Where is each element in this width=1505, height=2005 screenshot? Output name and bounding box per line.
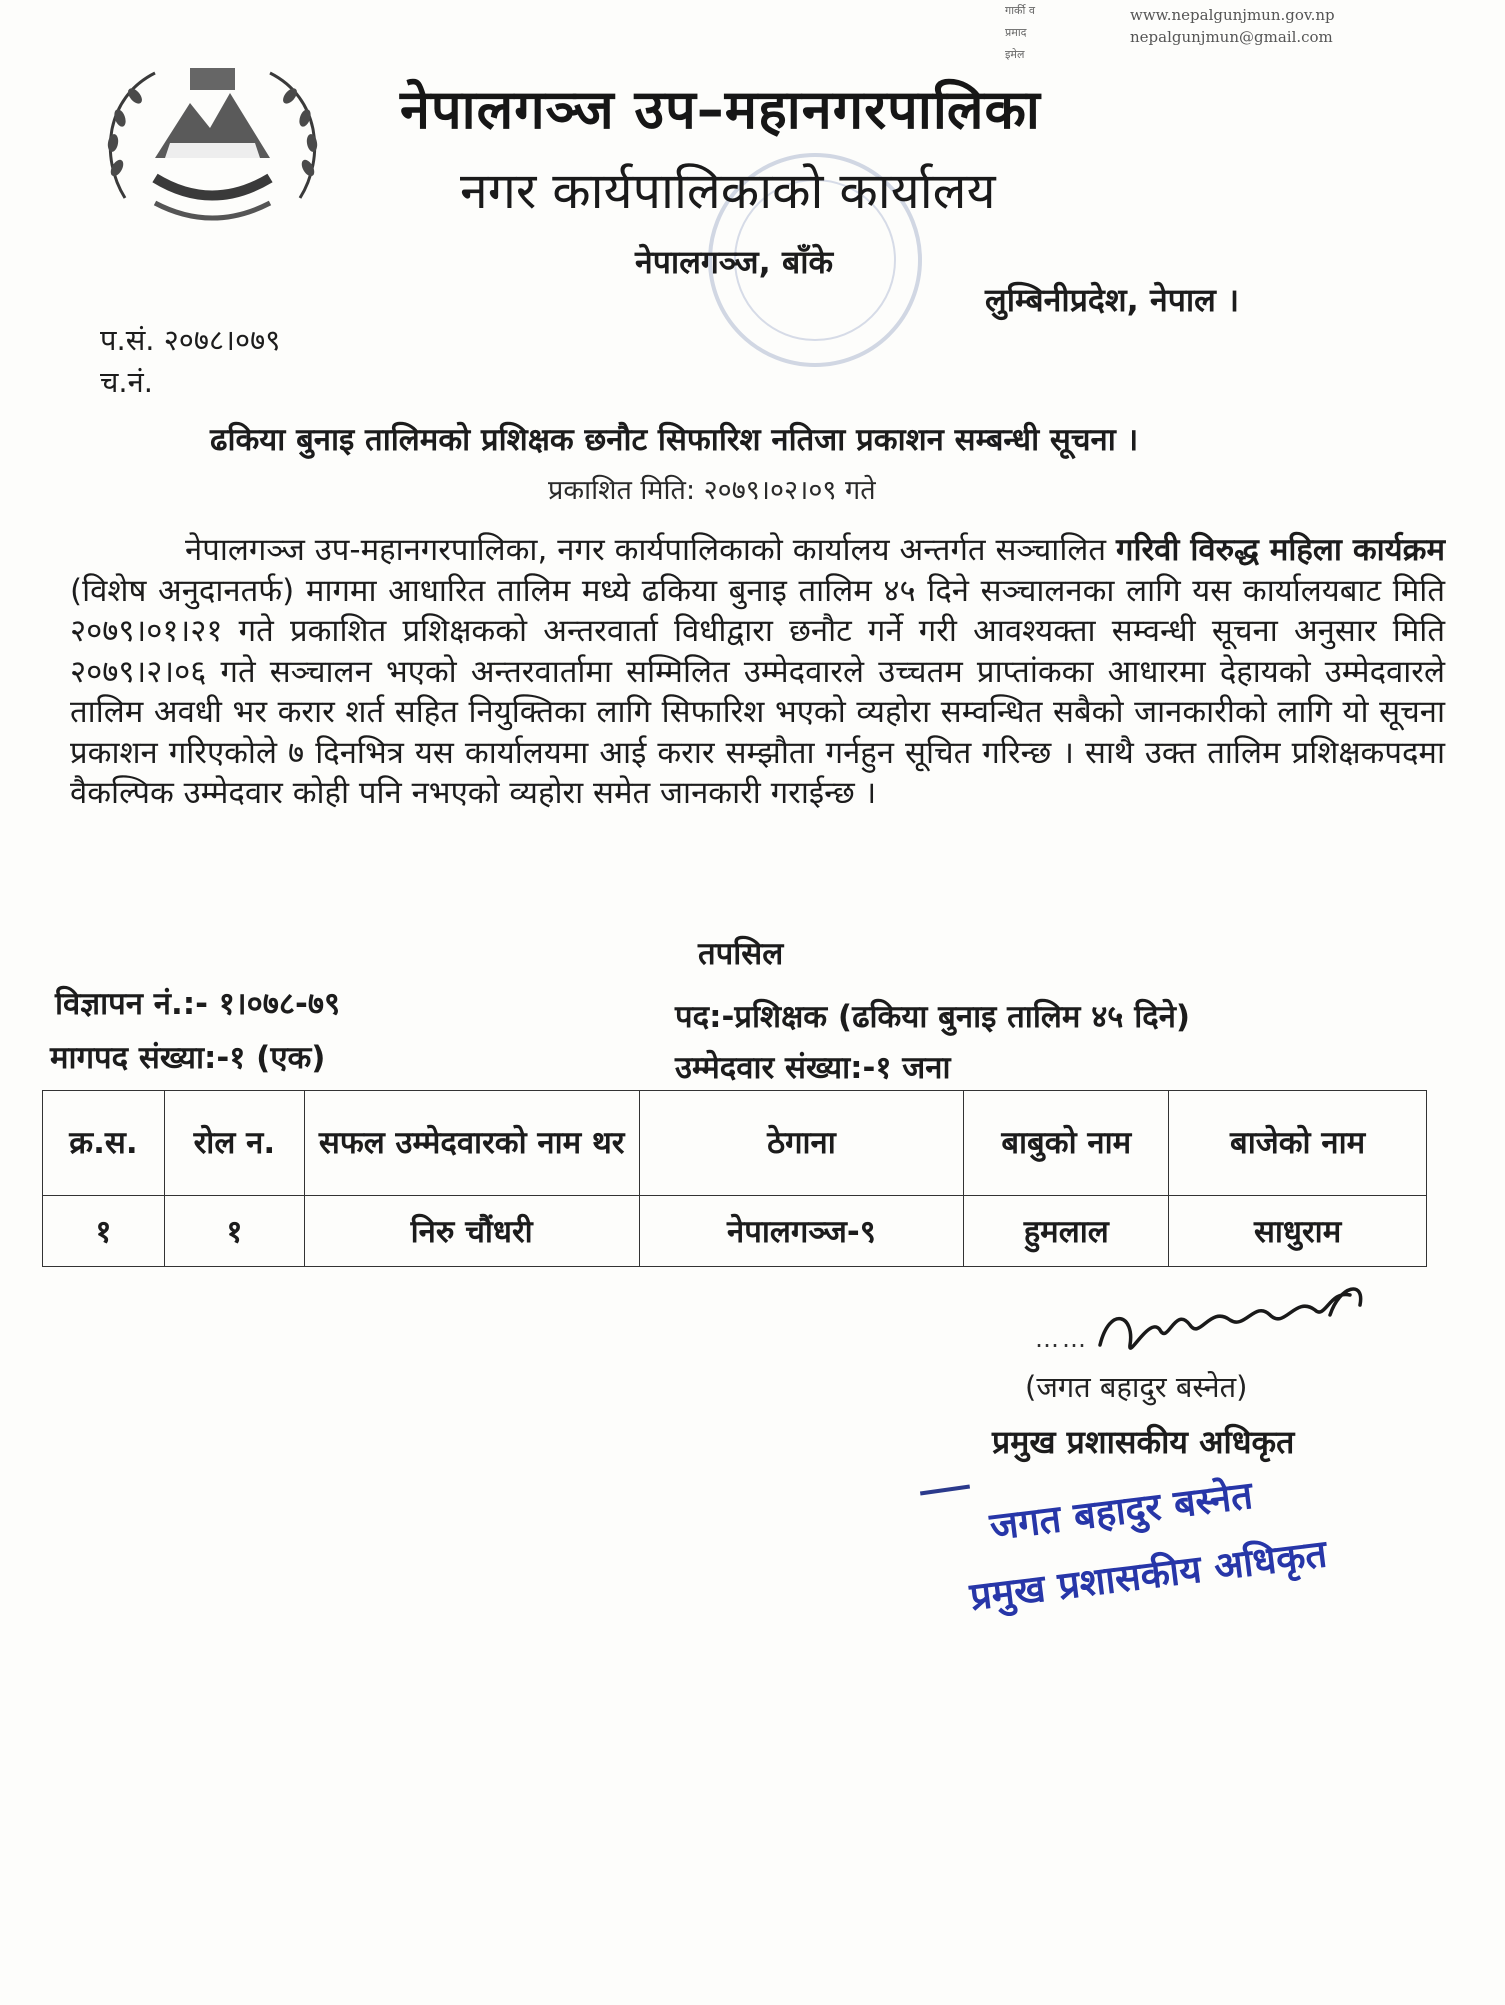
body-text-part: नेपालगञ्ज उप-महानगरपालिका, नगर कार्यपालिकाको कार्यालय अन्तर्गत सञ्चालित: [185, 532, 1117, 568]
demand-posts: मागपद संख्या:-१ (एक): [50, 1040, 326, 1076]
notice-subject: ढकिया बुनाइ तालिमको प्रशिक्षक छनौट सिफारिश नतिजा प्रकाशन सम्बन्धी सूचना ।: [210, 422, 1139, 458]
stamp-dash: [920, 1485, 970, 1496]
schedule-heading: तपसिल: [698, 936, 784, 972]
result-table: [42, 1090, 1427, 1267]
stamp-title: प्रमुख प्रशासकीय अधिकृत: [967, 1531, 1330, 1619]
header-grandfather-name: बाजेको नाम: [1169, 1091, 1427, 1196]
advertisement-number: विज्ञापन नं.:- १।०७८-७९: [55, 986, 341, 1022]
contact-labels: [1005, 0, 1035, 66]
table-header-row: [43, 1091, 1427, 1196]
office-title: नगर कार्यपालिकाको कार्यालय: [460, 162, 996, 220]
notice-body: [70, 530, 1445, 814]
dispatch-number: च.नं.: [100, 365, 153, 399]
cell-grandfather-name: साधुराम: [1169, 1196, 1427, 1267]
contact-info: [1130, 4, 1335, 48]
org-title: नेपालगञ्ज उप–महानगरपालिका: [400, 78, 1041, 141]
cell-address: नेपालगञ्ज-९: [639, 1196, 964, 1267]
header-father-name: बाबुको नाम: [964, 1091, 1169, 1196]
header-serial: क्र.स.: [43, 1091, 165, 1196]
signatory-title: प्रमुख प्रशासकीय अधिकृत: [992, 1423, 1295, 1461]
table-row: [43, 1196, 1427, 1267]
published-date: प्रकाशित मिति: २०७९।०२।०९ गते: [548, 475, 876, 506]
cell-roll: १: [164, 1196, 304, 1267]
candidate-count: उम्मेदवार संख्या:-१ जना: [675, 1050, 951, 1086]
header-address: ठेगाना: [639, 1091, 964, 1196]
city: नेपालगञ्ज, बाँके: [635, 243, 834, 281]
cell-serial: १: [43, 1196, 165, 1267]
body-text-part: (विशेष अनुदानतर्फ) मागमा आधारित तालिम मध्ये ढकिया बुनाइ तालिम ४५ दिने सञ्चालनका लागि यस कार्यालयबाट मिति २०७९।०१।२१ गते प्रकाशित प्रशिक्षकको अन्तरवार्ता विधीद्वारा छनौट गर्ने गरी आवश्यक्ता सम्वन्धी सूचना अनुसार मिति २०७९।२।०६ गते सञ्चालन भएको अन्तरवार्तामा सम्मिलित उम्मेदवारले उच्चतम प्राप्तांकका आधारमा देहायको उम्मेदवारले तालिम अवधी भर करार शर्त सहित नियुक्तिका लागि सिफारिश भएको व्यहोरा सम्वन्धित सबैको जानकारीको लागि यो सूचना प्रकाशन गरिएकोले ७ दिनभित्र यस कार्यालयमा आई करार सम्झौता गर्नहुन सूचित गरिन्छ । साथै उक्त तालिम प्रशिक्षकपदमा वैकल्पिक उम्मेदवार कोही पनि नभएको व्यहोरा समेत जानकारी गराईन्छ ।: [70, 572, 1445, 811]
stamp-name: जगत बहादुर बस्नेत: [987, 1472, 1255, 1549]
contact-label: प्रमाद: [1005, 26, 1027, 39]
post-name: पद:-प्रशिक्षक (ढकिया बुनाइ तालिम ४५ दिने): [675, 999, 1191, 1035]
signature-icon: [1080, 1275, 1370, 1375]
province: लुम्बिनीप्रदेश, नेपाल ।: [985, 281, 1240, 319]
signature-dots: ……: [1035, 1325, 1089, 1353]
letter-number: प.सं. २०७८।०७९: [100, 323, 281, 357]
contact-label: गार्की व: [1005, 4, 1035, 17]
email: nepalgunjmun@gmail.com: [1130, 28, 1333, 46]
cell-father-name: हुमलाल: [964, 1196, 1169, 1267]
header-roll: रोल न.: [164, 1091, 304, 1196]
cell-candidate-name: निरु चौंधरी: [304, 1196, 639, 1267]
program-name: गरिवी विरुद्ध महिला कार्यक्रम: [1116, 532, 1445, 568]
website: www.nepalgunjmun.gov.np: [1130, 6, 1335, 24]
government-emblem-icon: [95, 48, 330, 228]
header-candidate-name: सफल उम्मेदवारको नाम थर: [304, 1091, 639, 1196]
signatory-name: (जगत बहादुर बस्नेत): [1025, 1370, 1248, 1404]
contact-label: इमेल: [1005, 48, 1025, 61]
